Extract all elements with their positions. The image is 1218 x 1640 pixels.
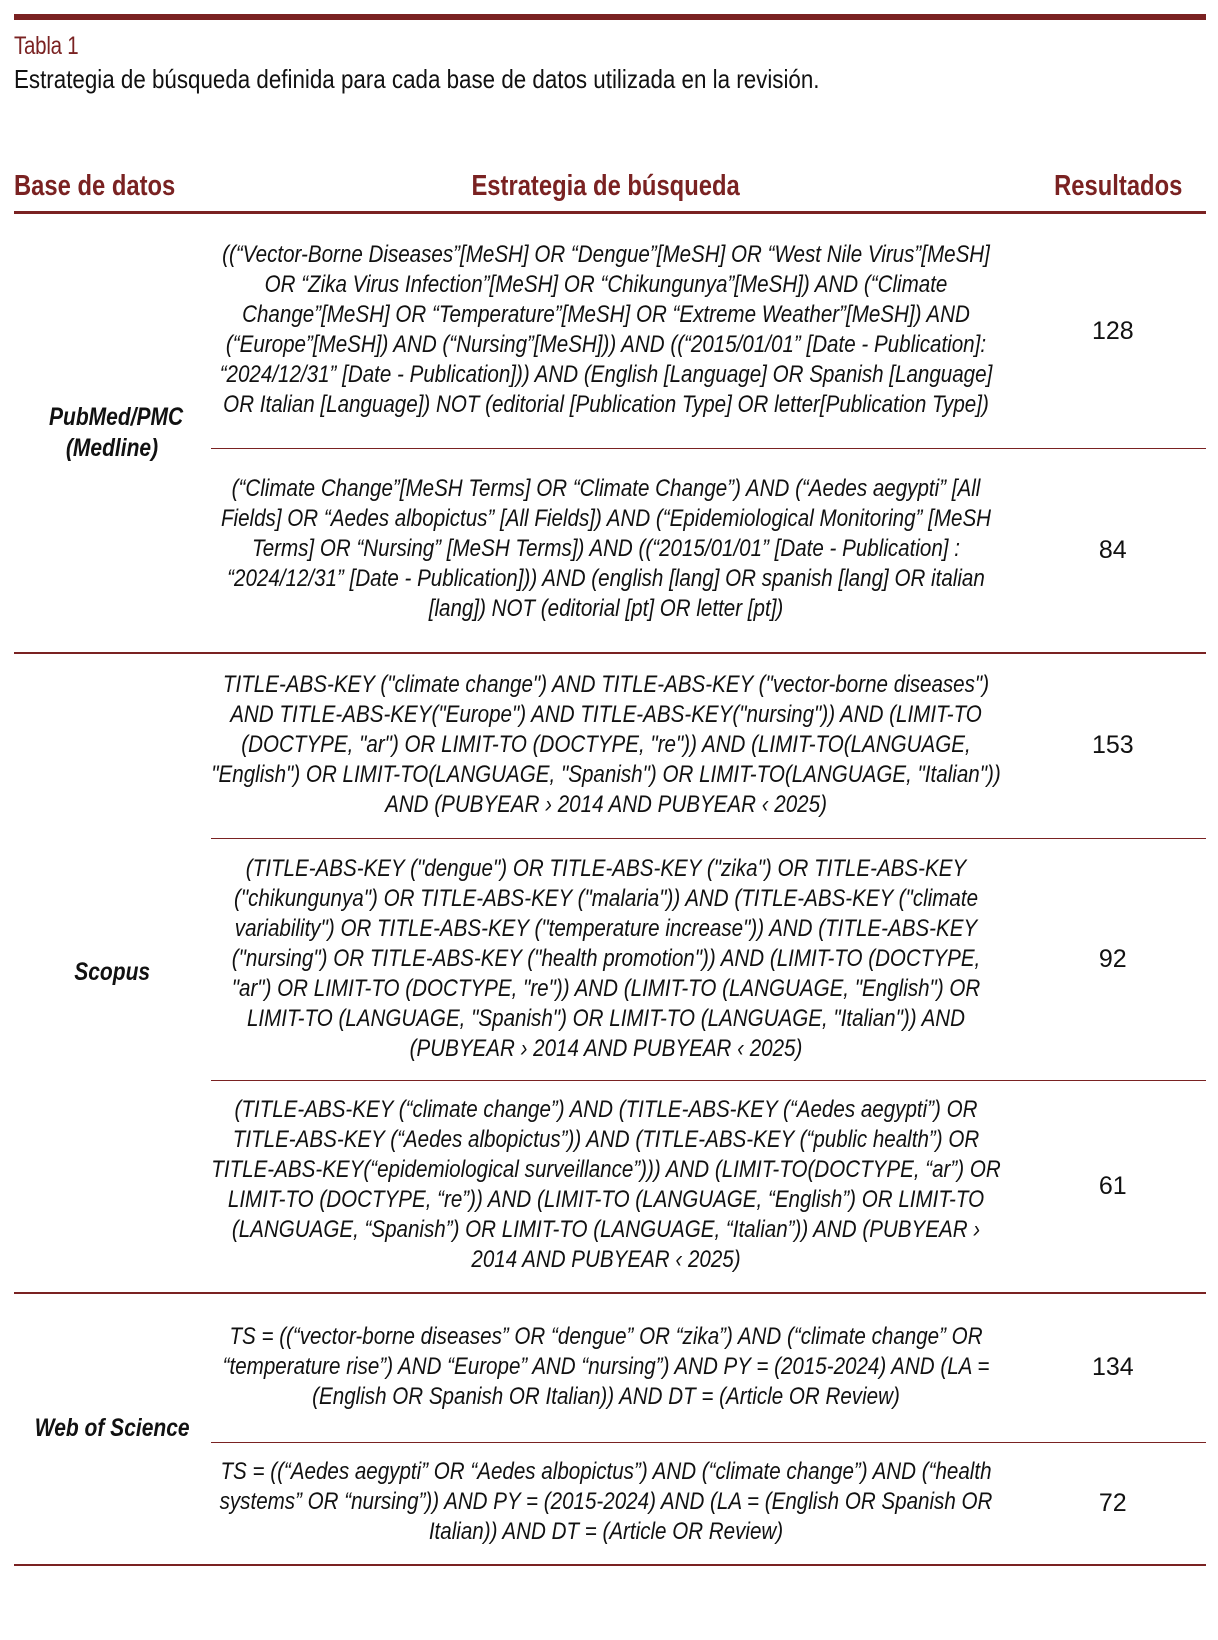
results-cell: 153 [1001, 653, 1206, 839]
strategy-cell: TITLE-ABS-KEY ("climate change") AND TITLE-ABS-KEY ("vector-borne diseases") AND TITLE-ABS-KEY("Europe") AND TITLE-ABS-KEY("nursing")) AND (LIMIT-TO (DOCTYPE, "ar") OR LIMIT-TO (DOCTYPE, "re")) AND (LIMIT-TO(LANGUAGE, "English") OR LIMIT-TO(LANGUAGE, "Spanish") OR LIMIT-TO(LANGUAGE, "Italian")) AND (PUBYEAR › 2014 AND PUBYEAR ‹ 2025) [211, 653, 1001, 839]
table-caption: Estrategia de búsqueda definida para cada base de datos utilizada en la revisión. [14, 64, 820, 94]
results-cell: 61 [1001, 1081, 1206, 1293]
table-row [14, 1293, 1206, 1443]
database-cell-pubmed: PubMed/PMC (Medline) [14, 213, 211, 653]
strategy-cell: (“Climate Change”[MeSH Terms] OR “Climate Change”) AND (“Aedes aegypti” [All Fields] OR “Aedes albopictus” [All Fields]) AND (“Epidemiological Monitoring” [MeSH Terms] OR “Nursing” [MeSH Terms]) AND ((“2015/01/01” [Date - Publication] : “2024/12/31” [Date - Publication])) AND (english [lang] OR spanish [lang] OR italian [lang]) NOT (editorial [pt] OR letter [pt]) [211, 449, 1001, 653]
strategy-cell: (TITLE-ABS-KEY (“climate change”) AND (TITLE-ABS-KEY (“Aedes aegypti”) OR TITLE-ABS-KEY (“Aedes albopictus”)) AND (TITLE-ABS-KEY (“public health”) OR TITLE-ABS-KEY(“epidemiological surveillance”))) AND (LIMIT-TO(DOCTYPE, “ar”) OR LIMIT-TO (DOCTYPE, “re”)) AND (LIMIT-TO (LANGUAGE, “English”) OR LIMIT-TO (LANGUAGE, “Spanish”) OR LIMIT-TO (LANGUAGE, “Italian”)) AND (PUBYEAR › 2014 AND PUBYEAR ‹ 2025) [211, 1081, 1001, 1293]
header-database: Base de datos [14, 170, 211, 213]
results-cell: 134 [1001, 1293, 1206, 1443]
strategy-cell: ((“Vector-Borne Diseases”[MeSH] OR “Dengue”[MeSH] OR “West Nile Virus”[MeSH] OR “Zika Virus Infection”[MeSH] OR “Chikungunya”[MeSH]) AND (“Climate Change”[MeSH] OR “Temperature”[MeSH] OR “Extreme Weather”[MeSH]) AND (“Europe”[MeSH]) AND (“Nursing”[MeSH])) AND ((“2015/01/01” [Date - Publication]: “2024/12/31” [Date - Publication])) AND (English [Language] OR Spanish [Language] OR Italian [Language]) NOT (editorial [Publication Type] OR letter[Publication Type]) [211, 213, 1001, 449]
table-label: Tabla 1 [14, 32, 79, 60]
strategy-cell: (TITLE-ABS-KEY ("dengue") OR TITLE-ABS-KEY ("zika") OR TITLE-ABS-KEY ("chikungunya") OR TITLE-ABS-KEY ("malaria")) AND (TITLE-ABS-KEY ("climate variability") OR TITLE-ABS-KEY ("temperature increase")) AND (TITLE-ABS-KEY ("nursing") OR TITLE-ABS-KEY ("health promotion")) AND (LIMIT-TO (DOCTYPE, "ar") OR LIMIT-TO (DOCTYPE, "re")) AND (LIMIT-TO (LANGUAGE, "English") OR LIMIT-TO (LANGUAGE, "Spanish") OR LIMIT-TO (LANGUAGE, "Italian")) AND (PUBYEAR › 2014 AND PUBYEAR ‹ 2025) [211, 839, 1001, 1081]
results-cell: 128 [1001, 213, 1206, 449]
strategy-cell: TS = ((“Aedes aegypti” OR “Aedes albopictus”) AND (“climate change”) AND (“health systems” OR “nursing”)) AND PY = (2015-2024) AND (LA = (English OR Spanish OR Italian)) AND DT = (Article OR Review) [211, 1443, 1001, 1565]
database-cell-scopus: Scopus [14, 653, 211, 1293]
header-strategy: Estrategia de búsqueda [211, 170, 1001, 213]
table-row [14, 213, 1206, 449]
results-cell: 84 [1001, 449, 1206, 653]
database-cell-wos: Web of Science [14, 1293, 211, 1565]
table-row [14, 653, 1206, 839]
top-rule [14, 14, 1206, 20]
search-strategy-table [14, 170, 1206, 1566]
results-cell: 72 [1001, 1443, 1206, 1565]
table-header-row [14, 170, 1206, 213]
header-results: Resultados [1001, 170, 1206, 213]
strategy-cell: TS = ((“vector-borne diseases” OR “dengue” OR “zika”) AND (“climate change” OR “temperature rise”) AND “Europe” AND “nursing”) AND PY = (2015-2024) AND (LA = (English OR Spanish OR Italian)) AND DT = (Article OR Review) [211, 1293, 1001, 1443]
results-cell: 92 [1001, 839, 1206, 1081]
